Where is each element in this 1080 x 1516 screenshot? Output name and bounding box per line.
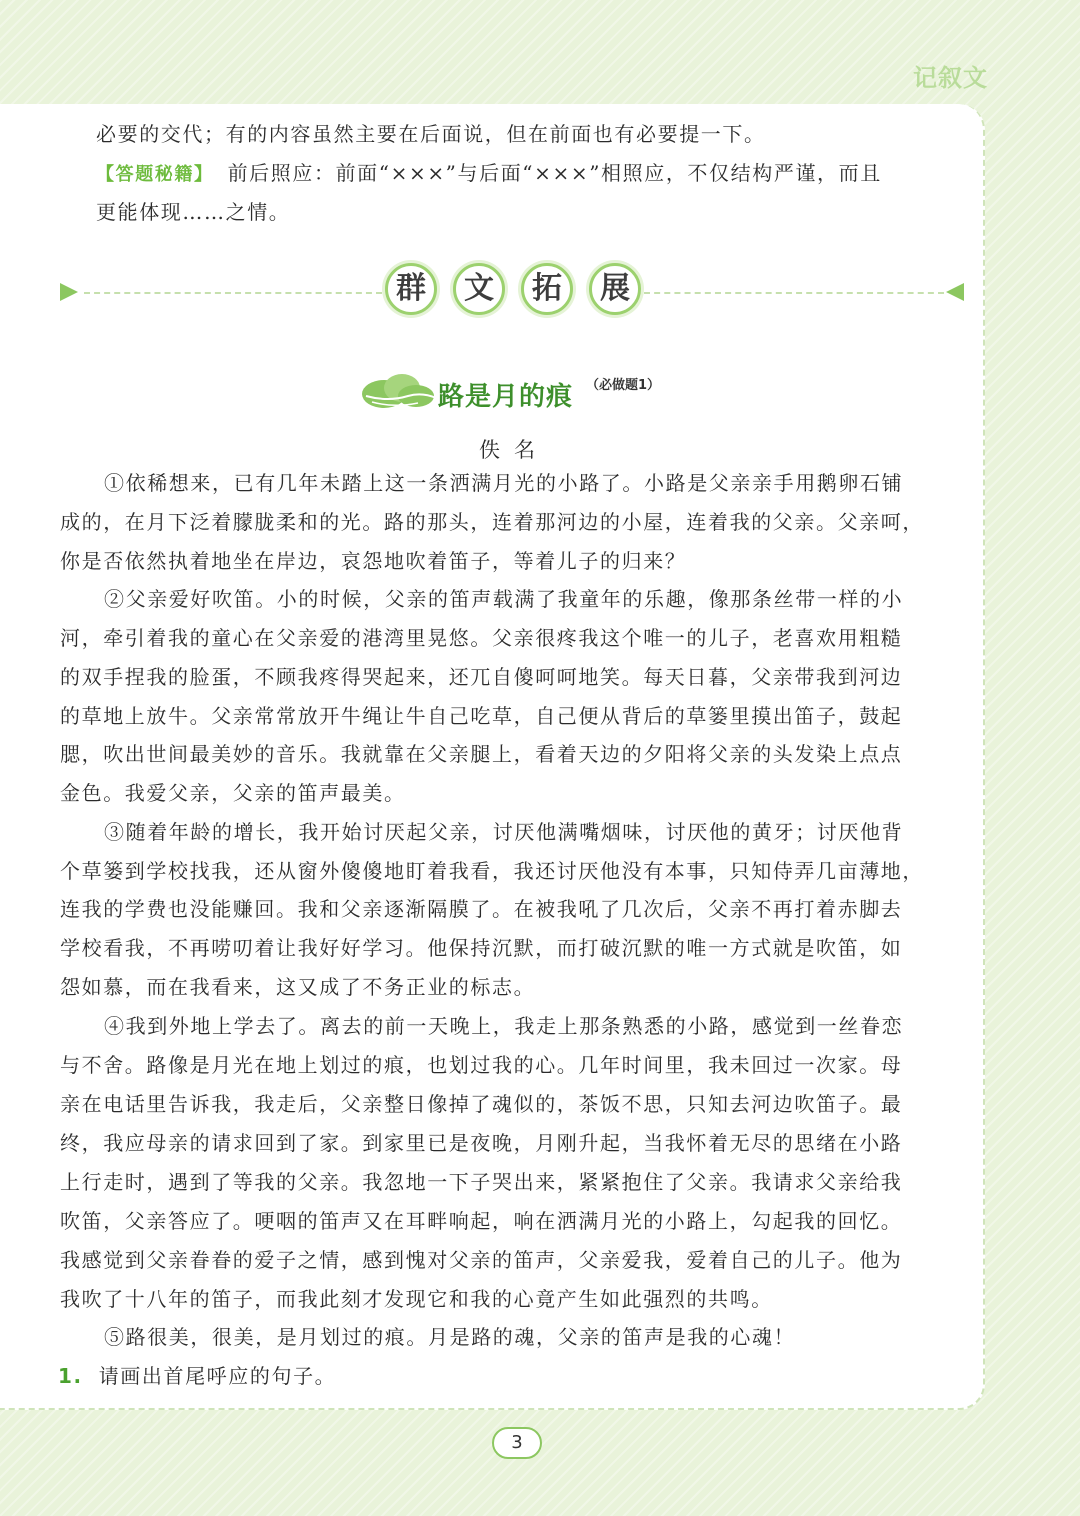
body-line: 成的，在月下泛着朦胧柔和的光。路的那头，连着那河边的小屋，连着我的父亲。父亲呵，	[60, 510, 924, 534]
tip-label: 【答题秘籍】	[96, 164, 214, 185]
article-title: 路是月的痕	[438, 382, 574, 412]
body-line: 我吹了十八年的笛子，而我此刻才发现它和我的心竟产生如此强烈的共鸣。	[60, 1287, 773, 1311]
body-line: 的双手捏我的脸蛋，不顾我疼得哭起来，还兀自傻呵呵地笑。每天日暮，父亲带我到河边	[60, 665, 903, 689]
body-line: 学校看我，不再唠叨着让我好好学习。他保持沉默，而打破沉默的唯一方式就是吹笛，如	[60, 936, 903, 960]
body-line: 亲在电话里告诉我，我走后，父亲整日像掉了魂似的，茶饭不思，只知去河边吹笛子。最	[60, 1092, 903, 1116]
question-1	[58, 1366, 336, 1386]
article-author: 佚名	[479, 438, 549, 462]
body-line: 你是否依然执着地坐在岸边，哀怨地吹着笛子，等着儿子的归来？	[60, 549, 687, 573]
body-line: ②父亲爱好吹笛。小的时候，父亲的笛声载满了我童年的乐趣，像那条丝带一样的小	[104, 587, 904, 611]
body-line: 连我的学费也没能赚回。我和父亲逐渐隔膜了。在被我吼了几次后，父亲不再打着赤脚去	[60, 897, 903, 921]
section-char-3: 拓	[521, 263, 573, 315]
cloud-icon	[358, 366, 438, 412]
section-char-4: 展	[589, 263, 641, 315]
tip-line-1	[96, 163, 882, 184]
banner-arrow-right-icon	[946, 283, 964, 301]
section-char-1: 群	[385, 263, 437, 315]
body-line: 个草篓到学校找我，还从窗外傻傻地盯着我看，我还讨厌他没有本事，只知侍弄几亩薄地，	[60, 859, 924, 883]
body-line: 我感觉到父亲眷眷的爱子之情，感到愧对父亲的笛声，父亲爱我，爱着自己的儿子。他为	[60, 1248, 903, 1272]
question-text: 请画出首尾呼应的句子。	[98, 1364, 337, 1388]
question-number: 1.	[58, 1364, 83, 1388]
tip-line-2: 更能体现……之情。	[96, 200, 291, 224]
body-line: 金色。我爱父亲，父亲的笛声最美。	[60, 781, 406, 805]
body-line: 终，我应母亲的请求回到了家。到家里已是夜晚，月刚升起，当我怀着无尽的思绪在小路	[60, 1131, 903, 1155]
banner-divider-right	[644, 292, 944, 294]
body-line: 腮，吹出世间最美妙的音乐。我就靠在父亲腿上，看着天边的夕阳将父亲的头发染上点点	[60, 742, 903, 766]
category-tag: 记叙文	[913, 64, 988, 92]
page-number: 3	[492, 1427, 542, 1459]
body-line: 河，牵引着我的童心在父亲爱的港湾里晃悠。父亲很疼我这个唯一的儿子，老喜欢用粗糙	[60, 626, 903, 650]
intro-line-1: 必要的交代；有的内容虽然主要在后面说，但在前面也有必要提一下。	[96, 122, 766, 146]
body-line: ③随着年龄的增长，我开始讨厌起父亲，讨厌他满嘴烟味，讨厌他的黄牙；讨厌他背	[104, 820, 904, 844]
body-line: 与不舍。路像是月光在地上划过的痕，也划过我的心。几年时间里，我未回过一次家。母	[60, 1053, 903, 1077]
body-line: 怨如慕，而在我看来，这又成了不务正业的标志。	[60, 975, 536, 999]
body-line: 的草地上放牛。父亲常常放开牛绳让牛自己吃草，自己便从背后的草篓里摸出笛子，鼓起	[60, 704, 903, 728]
banner-divider-left	[84, 292, 382, 294]
body-line: ⑤路很美，很美，是月划过的痕。月是路的魂，父亲的笛声是我的心魂！	[104, 1325, 796, 1349]
banner-arrow-left-icon	[60, 283, 78, 301]
body-line: 吹笛，父亲答应了。哽咽的笛声又在耳畔响起，响在洒满月光的小路上，勾起我的回忆。	[60, 1209, 903, 1233]
body-line: 上行走时，遇到了等我的父亲。我忽地一下子哭出来，紧紧抱住了父亲。我请求父亲给我	[60, 1170, 903, 1194]
article-tag: （必做题1）	[586, 378, 661, 393]
section-char-2: 文	[453, 263, 505, 315]
tip-text-1: 前后照应：前面“×××”与后面“×××”相照应，不仅结构严谨，而且	[227, 161, 882, 185]
body-line: ④我到外地上学去了。离去的前一天晚上，我走上那条熟悉的小路，感觉到一丝眷恋	[104, 1014, 904, 1038]
body-line: ①依稀想来，已有几年未踏上这一条洒满月光的小路了。小路是父亲亲手用鹅卵石铺	[104, 471, 904, 495]
